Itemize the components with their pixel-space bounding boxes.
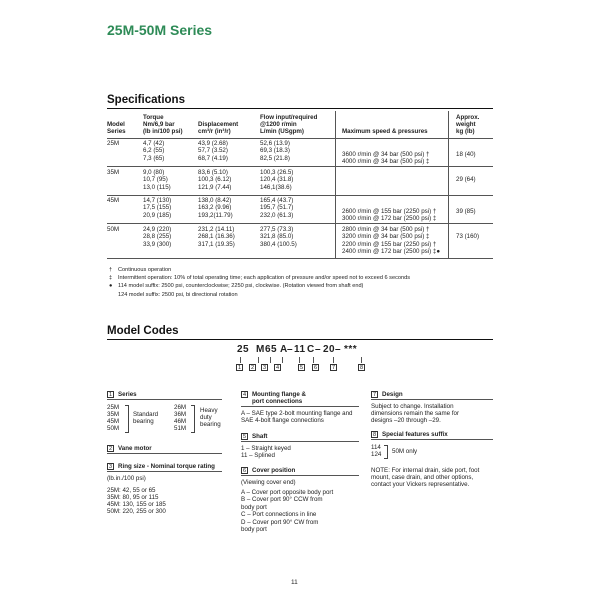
- code-connector: [313, 357, 314, 363]
- table-divider: [448, 111, 449, 258]
- model-code-box: 3: [262, 365, 267, 371]
- cover-position-line: D – Cover port 90° CW from: [241, 518, 319, 526]
- column-header-weight: kg (lb): [456, 128, 475, 136]
- section-title: Design: [382, 390, 403, 398]
- section-underline: [241, 441, 359, 442]
- table-cell-flow: 120,4 (31.8): [260, 176, 294, 184]
- table-cell-flow: 195,7 (51.7): [260, 204, 294, 212]
- code-connector: [299, 357, 300, 363]
- table-cell-speed: 2800 r/min @ 34 bar (500 psi) †: [342, 226, 430, 233]
- note-line: contact your Vickers representative.: [371, 481, 470, 488]
- code-connector: [333, 357, 334, 363]
- series-model: 50M: [107, 425, 120, 432]
- table-cell-speed: 2200 r/min @ 155 bar (2250 psi) †: [342, 240, 437, 248]
- model-code-part: –: [287, 344, 294, 355]
- table-cell-flow: 52,6 (13.9): [260, 140, 290, 147]
- shaft-line: 11 – Splined: [241, 452, 275, 460]
- table-cell-speed: 3600 r/min @ 34 bar (500 psi) †: [342, 151, 430, 158]
- section-underline: [241, 475, 359, 476]
- model-code-box: 5: [299, 365, 304, 371]
- shaft-line: 1 – Straight keyed: [241, 445, 291, 452]
- table-cell-speed: 2400 r/min @ 172 bar (2500 psi) ‡●: [342, 248, 441, 256]
- table-cell-displacement: 268,1 (16.36): [198, 233, 235, 241]
- section-underline: [371, 439, 493, 440]
- series-bearing-label: bearing: [133, 418, 154, 425]
- section-rule: [107, 108, 493, 109]
- table-cell-displacement: 138,0 (8.42): [198, 197, 232, 204]
- model-code-part: 11: [294, 344, 306, 355]
- column-header-flow: Flow input/required: [260, 113, 318, 121]
- section-number-box: 8: [372, 432, 377, 438]
- mounting-line: A – SAE type 2-bolt mounting flange and: [241, 410, 353, 417]
- footnote-text: Intermittent operation: 10% of total operating time; each application of pressure and/or speed not to exceed 6 seconds: [118, 275, 410, 282]
- cover-position-line: B – Cover port 90° CCW from: [241, 496, 323, 504]
- section-number-box: 7: [372, 392, 377, 398]
- model-code-box: 8: [359, 365, 364, 371]
- mounting-line: SAE 4-bolt flange connections: [241, 417, 324, 424]
- table-divider: [335, 111, 336, 258]
- table-cell-displacement: 43,9 (2.68): [198, 140, 228, 147]
- table-cell-torque: 10,7 (95): [143, 176, 168, 184]
- special-suffix: 124: [371, 451, 382, 458]
- column-header-torque: Torque: [143, 113, 164, 121]
- table-cell-displacement: 100,3 (6.12): [198, 176, 232, 184]
- series-model: 26M: [174, 404, 187, 411]
- model-code-part: M: [256, 344, 265, 355]
- section-underline: [107, 471, 222, 472]
- table-cell-speed: 4000 r/min @ 34 bar (500 psi) ‡: [342, 158, 430, 166]
- table-cell-flow: 82,5 (21.8): [260, 154, 290, 162]
- footnote-symbol: ●: [109, 283, 113, 290]
- model-code-part: 20: [323, 344, 336, 355]
- code-connector: [282, 357, 283, 363]
- column-header-displacement: Displacement: [198, 121, 239, 128]
- footnote-symbol: †: [109, 267, 113, 273]
- column-header-model: Series: [107, 128, 126, 136]
- table-cell-torque: 20,9 (185): [143, 211, 172, 219]
- cover-position-line: body port: [241, 526, 267, 533]
- model-code-part: –: [315, 344, 322, 355]
- page-number: 11: [291, 579, 298, 586]
- table-cell-torque: 14,7 (130): [143, 197, 172, 204]
- model-code-part: 25: [237, 344, 250, 355]
- section-number-box: 1: [108, 392, 113, 398]
- column-header-torque: (lb in/100 psi): [143, 128, 183, 136]
- section-number-box: 4: [242, 392, 247, 398]
- table-cell-flow: 380,4 (100.5): [260, 240, 297, 248]
- model-code-box: 2: [250, 365, 255, 371]
- section-underline: [241, 406, 359, 407]
- table-cell-flow: 277,5 (73.3): [260, 226, 294, 233]
- table-cell-torque: 33,9 (300): [143, 240, 172, 248]
- series-model: 45M: [107, 418, 120, 425]
- table-cell-displacement: 193,2(11.79): [198, 211, 233, 219]
- table-cell-displacement: 57,7 (3.52): [198, 147, 228, 155]
- table-cell-torque: 28,8 (255): [143, 233, 172, 241]
- series-bearing-label: duty: [200, 414, 212, 421]
- footnote-text: 124 model suffix: 2500 psi, bi directional rotation: [118, 291, 238, 298]
- series-model: 36M: [174, 411, 187, 418]
- column-header-displacement: cm³/r (in³/r): [198, 128, 231, 136]
- section-subtitle: (Viewing cover end): [241, 479, 296, 486]
- section-number-box: 3: [108, 464, 113, 470]
- table-cell-torque: 17,5 (155): [143, 204, 172, 212]
- section-rule: [107, 339, 493, 340]
- table-cell-weight: 39 (85): [456, 208, 476, 215]
- note-line: NOTE: For internal drain, side port, foot: [371, 467, 480, 474]
- series-bearing-label: Heavy: [200, 407, 218, 414]
- cover-position-line: A – Cover port opposite body port: [241, 489, 334, 496]
- column-header-torque: Nm/6,9 bar: [143, 121, 175, 128]
- column-header-weight: Approx.: [456, 113, 480, 121]
- table-cell-torque: 4,7 (42): [143, 140, 165, 147]
- code-connector: [258, 357, 259, 363]
- section-title: Special features suffix: [382, 430, 448, 438]
- section-underline: [107, 399, 222, 400]
- column-header-model: Model: [107, 121, 125, 128]
- model-code-part: C: [307, 344, 315, 355]
- column-header-flow: @1200 r/min: [260, 121, 297, 128]
- section-underline: [371, 399, 493, 400]
- table-cell-torque: 9,0 (80): [143, 169, 165, 176]
- code-connector: [270, 357, 271, 363]
- table-cell-displacement: 317,1 (19.35): [198, 240, 235, 248]
- table-cell-displacement: 83,6 (5.10): [198, 169, 228, 176]
- ring-size-line: 50M: 220, 255 or 300: [107, 508, 166, 515]
- series-bearing-label: bearing: [200, 421, 221, 428]
- model-code-box: 6: [313, 365, 318, 371]
- table-cell-speed: 3000 r/min @ 172 bar (2500 psi) ‡: [342, 215, 437, 223]
- section-underline: [107, 453, 222, 454]
- section-title: Series: [118, 390, 137, 398]
- series-title: 25M-50M Series: [107, 22, 213, 38]
- table-cell-model: 35M: [107, 169, 120, 176]
- table-cell-torque: 13,0 (115): [143, 183, 171, 191]
- section-number-box: 5: [242, 434, 247, 440]
- section-number-box: 6: [242, 468, 247, 474]
- footnote-text: Continuous operation: [118, 267, 172, 273]
- table-cell-weight: 29 (64): [456, 176, 476, 184]
- series-model: 25M: [107, 404, 120, 411]
- table-cell-speed: 3200 r/min @ 34 bar (500 psi) ‡: [342, 233, 430, 241]
- table-rule: [107, 166, 493, 167]
- series-model: 51M: [174, 425, 187, 432]
- footnote-symbol: ‡: [109, 275, 113, 282]
- design-line: designs –20 through –29.: [371, 417, 441, 424]
- table-cell-displacement: 163,2 (9.96): [198, 204, 232, 212]
- series-model: 35M: [107, 411, 120, 418]
- special-suffix-label: 50M only: [392, 447, 418, 455]
- table-cell-displacement: 68,7 (4.19): [198, 154, 228, 162]
- table-cell-weight: 73 (160): [456, 233, 480, 241]
- model-code-part: –: [335, 344, 342, 355]
- bracket: [191, 405, 195, 433]
- table-cell-speed: 2600 r/min @ 155 bar (2250 psi) †: [342, 208, 437, 215]
- table-cell-flow: 69,3 (18.3): [260, 147, 290, 155]
- model-code-box: 1: [237, 365, 242, 371]
- series-bearing-label: Standard: [133, 411, 159, 418]
- model-code-box: 7: [331, 365, 336, 371]
- bracket: [125, 405, 129, 433]
- table-cell-flow: 321,8 (85.0): [260, 233, 294, 241]
- table-rule: [107, 258, 493, 259]
- code-connector: [361, 357, 362, 363]
- model-code-box: 4: [275, 365, 280, 371]
- table-rule: [107, 195, 493, 196]
- section-number-box: 2: [108, 446, 113, 452]
- ring-size-line: 45M: 130, 155 or 185: [107, 501, 166, 508]
- section-title: Shaft: [252, 432, 268, 440]
- table-cell-flow: 232,0 (61.3): [260, 211, 294, 219]
- section-title: Cover position: [252, 466, 296, 474]
- note-line: mount, case drain, and other options,: [371, 474, 474, 481]
- model-code-part: ***: [344, 344, 358, 355]
- ring-size-line: 35M: 80, 95 or 115: [107, 494, 159, 501]
- section-title: Mounting flange &: [252, 390, 306, 398]
- table-cell-flow: 165,4 (43.7): [260, 197, 294, 204]
- table-cell-model: 25M: [107, 140, 120, 147]
- design-line: dimensions remain the same for: [371, 410, 460, 417]
- footnote-text: 114 model suffix: 2500 psi, counterclockwise; 2250 psi, clockwise. (Rotation viewed from shaft end): [118, 283, 364, 290]
- design-line: Subject to change. Installation: [371, 403, 454, 410]
- section-title: Ring size - Nominal torque rating: [118, 462, 215, 470]
- series-model: 46M: [174, 418, 187, 425]
- table-cell-model: 45M: [107, 197, 120, 204]
- table-cell-flow: 146,1(38.6): [260, 183, 292, 191]
- table-cell-torque: 24,9 (220): [143, 226, 172, 233]
- table-cell-torque: 6,2 (55): [143, 147, 165, 155]
- column-header-flow: L/min (USgpm): [260, 128, 304, 136]
- table-cell-model: 50M: [107, 226, 120, 233]
- specifications-title: Specifications: [107, 94, 185, 106]
- table-rule: [107, 138, 493, 139]
- table-rule: [107, 223, 493, 224]
- model-code-part: 65: [265, 344, 278, 355]
- ring-size-line: 25M: 42, 55 or 65: [107, 487, 156, 494]
- code-connector: [240, 357, 241, 363]
- column-header-speed: Maximum speed & pressures: [342, 128, 428, 136]
- special-suffix: 114: [371, 444, 381, 451]
- column-header-weight: weight: [456, 121, 476, 128]
- table-cell-torque: 7,3 (65): [143, 154, 165, 162]
- model-code-part: A: [280, 344, 288, 355]
- table-cell-flow: 100,3 (26.5): [260, 169, 294, 176]
- section-subtitle: (lb.in./100 psi): [107, 475, 146, 482]
- table-cell-weight: 18 (40): [456, 151, 476, 158]
- table-cell-displacement: 231,2 (14.11): [198, 226, 235, 233]
- table-cell-displacement: 121,9 (7.44): [198, 183, 232, 191]
- cover-position-line: body port: [241, 503, 267, 511]
- section-title: port connections: [252, 397, 303, 405]
- model-codes-title: Model Codes: [107, 325, 179, 337]
- cover-position-line: C – Port connections in line: [241, 511, 317, 519]
- section-title: Vane motor: [118, 444, 152, 452]
- bracket: [384, 445, 388, 459]
